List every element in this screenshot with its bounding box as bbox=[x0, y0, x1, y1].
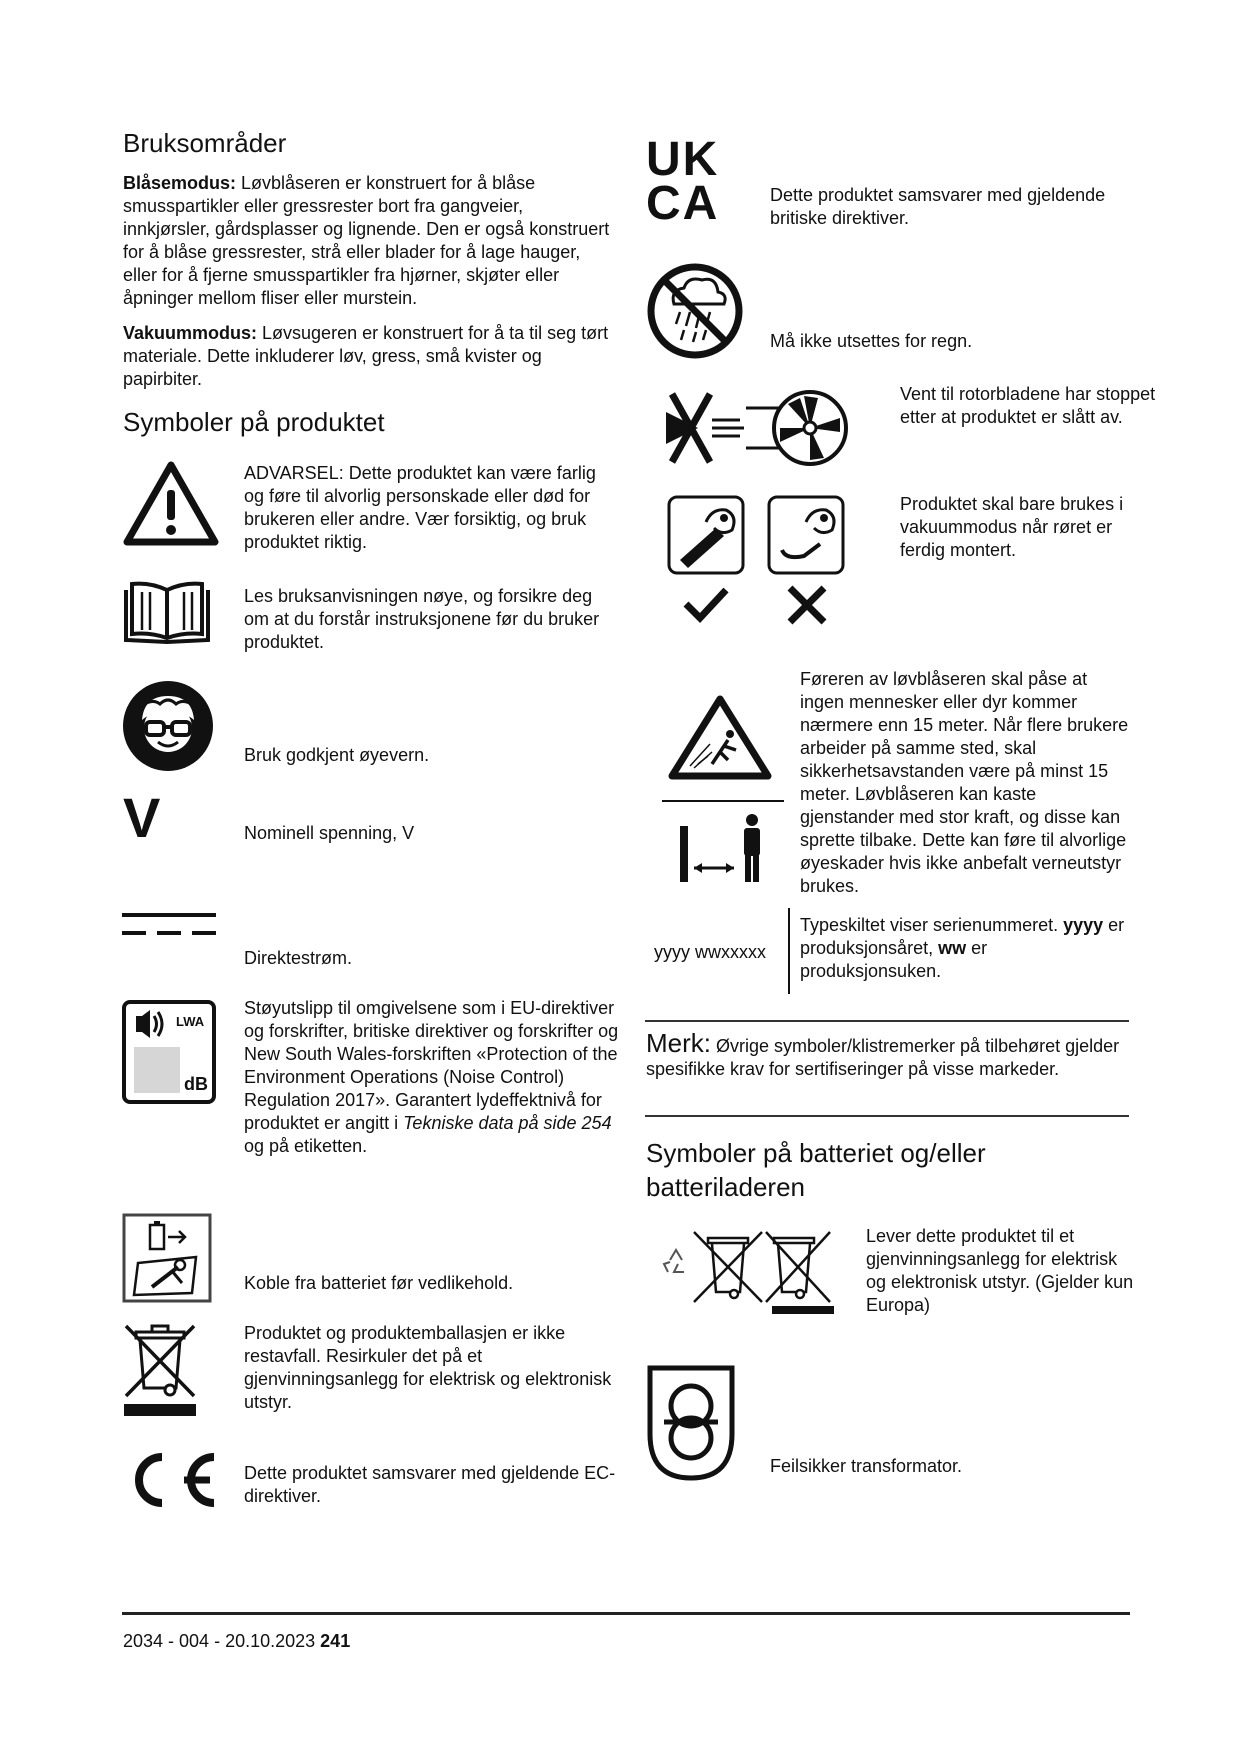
vacuum-mode-paragraph bbox=[123, 322, 613, 391]
cross-mark-icon bbox=[786, 584, 828, 626]
technical-data-link[interactable]: Tekniske data på side 254 bbox=[403, 1113, 612, 1133]
noise-icon-lwa: LWA bbox=[176, 1014, 205, 1029]
failsafe-transformer-icon bbox=[646, 1364, 736, 1482]
battery-recycle-icon bbox=[660, 1228, 842, 1314]
footer-page-number: 241 bbox=[320, 1631, 351, 1651]
blow-mode-text: Løvblåseren er konstruert for å blåse smusspartikler eller gressrester bort fra gangveier, innkjørsler, gårdsplasser og lignende. Den er også konstruert for å blåse gressrester, strå eller blader for å lage hauger, eller for å fjerne smusspartikler fra hjørner, skjøter eller åpninger mellom fliser eller murstein. bbox=[123, 173, 610, 308]
thrown-objects-warning-icon bbox=[668, 694, 772, 782]
ukca-mark-icon bbox=[646, 133, 720, 230]
noise-level-icon bbox=[122, 1000, 216, 1104]
ukca-line-1: UK bbox=[646, 133, 720, 186]
note-block bbox=[646, 1028, 1126, 1081]
ukca-text: Dette produktet samsvarer med gjeldende britiske direktiver. bbox=[770, 185, 1106, 228]
product-symbols-heading: Symboler på produktet bbox=[123, 407, 385, 437]
manual-text: Les bruksanvisningen nøye, og forsikre deg om at du forstår instruksjonene før du bruker produktet. bbox=[244, 586, 600, 652]
warning-text: ADVARSEL: Dette produktet kan være farlig og føre til alvorlig personskade eller død for brukeren eller andre. Vær forsiktig, og bruk produktet riktig. bbox=[244, 463, 596, 552]
warning-triangle-icon bbox=[123, 460, 219, 548]
serial-yyyy: yyyy bbox=[1063, 915, 1104, 935]
rotor-blades-stop-icon bbox=[662, 384, 852, 472]
footer bbox=[123, 1630, 350, 1653]
safety-distance-icon bbox=[678, 812, 770, 884]
eye-protection-icon bbox=[122, 680, 214, 772]
disconnect-battery-icon bbox=[122, 1213, 212, 1303]
note-top-rule bbox=[645, 1020, 1129, 1022]
crossed-bin-icon bbox=[122, 1322, 198, 1416]
vacuum-mode-label: Vakuummodus: bbox=[123, 323, 258, 343]
vacuum-mode-text: Løvsugeren er konstruert for å ta til seg tørt materiale. Dette inkluderer løv, gress, små kvister og papirbiter. bbox=[123, 323, 609, 389]
disconnect-battery-text: Koble fra batteriet før vedlikehold. bbox=[244, 1273, 514, 1293]
eye-protection-text: Bruk godkjent øyevern. bbox=[244, 745, 430, 765]
ukca-line-2: CA bbox=[646, 177, 720, 230]
weee-text: Produktet og produktemballasjen er ikke restavfall. Resirkuler det på et gjenvinningsanlegg for elektrisk og elektronisk utstyr. bbox=[244, 1323, 612, 1412]
noise-text-b: og på etiketten. bbox=[244, 1136, 368, 1156]
vacuum-tube-incorrect-icon bbox=[766, 494, 846, 576]
ce-text: Dette produktet samsvarer med gjeldende EC-direktiver. bbox=[244, 1463, 616, 1506]
noise-text bbox=[244, 997, 619, 1158]
warning-divider bbox=[662, 800, 784, 802]
note-text: Øvrige symboler/klistremerker på tilbehøret gjelder spesifikke krav for sertifiseringer på visse markeder. bbox=[646, 1036, 1120, 1079]
serial-text-c: er produksjonsuken. bbox=[800, 938, 988, 981]
note-bottom-rule bbox=[645, 1115, 1129, 1117]
battery-recycle-text: Lever dette produktet til et gjenvinningsanlegg for elektrisk og elektronisk utstyr. (Gjelder kun Europa) bbox=[866, 1226, 1134, 1315]
note-label: Merk: bbox=[646, 1028, 711, 1058]
footer-rule bbox=[122, 1612, 1130, 1615]
manual-book-icon bbox=[122, 580, 212, 646]
serial-text bbox=[800, 914, 1130, 983]
serial-text-b: er produksjonsåret, bbox=[800, 915, 1125, 958]
voltage-text: Nominell spenning, V bbox=[244, 823, 415, 843]
blow-mode-label: Blåsemodus: bbox=[123, 173, 237, 193]
usage-heading: Bruksområder bbox=[123, 128, 287, 158]
ce-mark-icon bbox=[122, 1449, 218, 1511]
footer-doc-ref: 2034 - 004 - 20.10.2023 bbox=[123, 1631, 316, 1651]
no-rain-text: Må ikke utsettes for regn. bbox=[770, 331, 973, 351]
no-rain-icon bbox=[646, 262, 744, 360]
safety-distance-text: Føreren av løvblåseren skal påse at ingen mennesker eller dyr kommer nærmere enn 15 meter. Når flere brukere arbeider på samme sted, skal sikkerhetsavstanden være på minst 15 meter. Løvblåseren kan kaste gjenstander med stor kraft, og disse kan sprette tilbake. Dette kan føre til alvorlige øyeskader hvis ikke anbefalt verneutstyr brukes. bbox=[800, 669, 1129, 896]
rotor-blades-text: Vent til rotorbladene har stoppet etter at produktet er slått av. bbox=[900, 384, 1156, 427]
voltage-symbol: V bbox=[123, 786, 161, 849]
serial-ww: ww bbox=[938, 938, 967, 958]
vacuum-tube-correct-icon bbox=[666, 494, 746, 576]
serial-divider bbox=[788, 908, 790, 994]
direct-current-text: Direktestrøm. bbox=[244, 948, 352, 968]
direct-current-icon bbox=[122, 910, 216, 938]
serial-code-label: yyyy wwxxxxx bbox=[654, 942, 766, 962]
serial-text-a: Typeskiltet viser serienummeret. bbox=[800, 915, 1064, 935]
battery-symbols-heading: Symboler på batteriet og/eller batteriladeren bbox=[646, 1138, 986, 1202]
failsafe-transformer-text: Feilsikker transformator. bbox=[770, 1456, 963, 1476]
vacuum-tube-text: Produktet skal bare brukes i vakuummodus når røret er ferdig montert. bbox=[900, 494, 1124, 560]
noise-icon-db: dB bbox=[184, 1074, 208, 1094]
blow-mode-paragraph bbox=[123, 172, 613, 310]
noise-text-a: Støyutslipp til omgivelsene som i EU-direktiver og forskrifter, britiske direktiver og forskrifter og New South Wales-forskriften «Protection of the Environment Operations (Noise Control) Regulation 2017». Garantert lydeffektnivå for produktet er angitt i bbox=[244, 998, 619, 1133]
check-mark-icon bbox=[682, 584, 730, 624]
